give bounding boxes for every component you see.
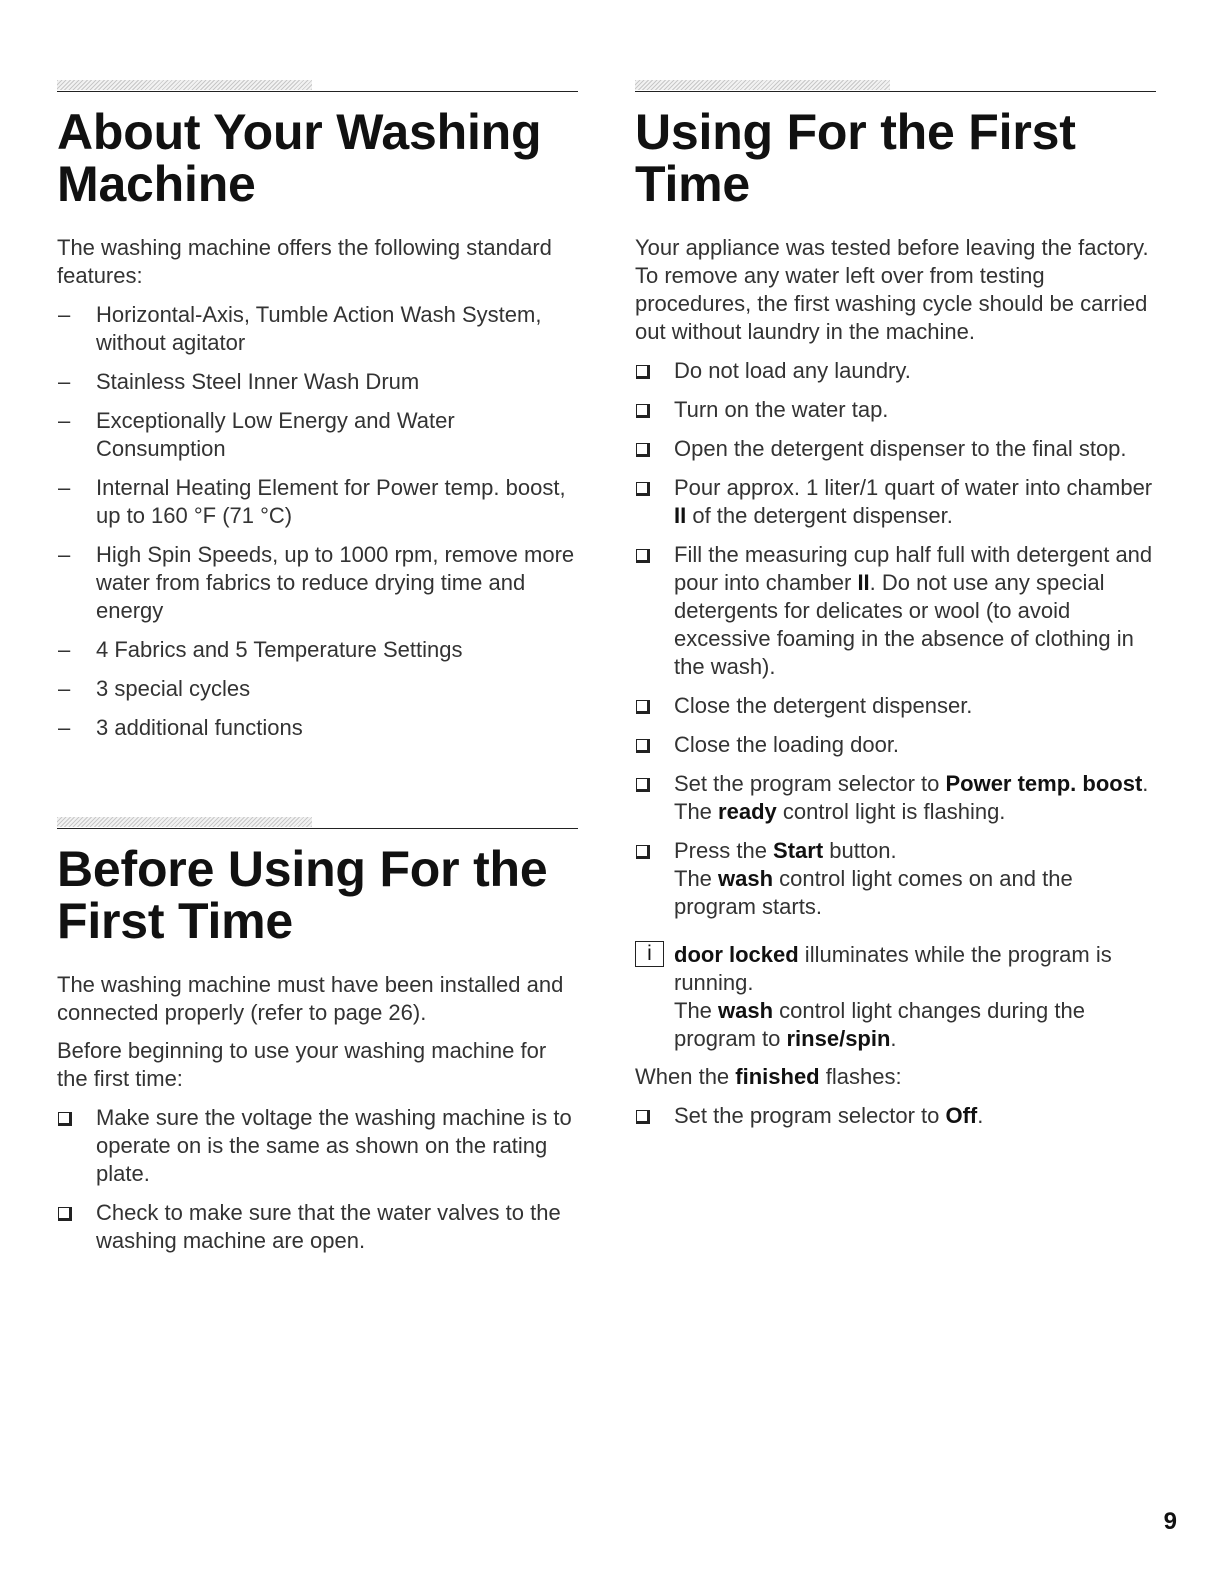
finished-steps [635, 1102, 1156, 1130]
checkbox-icon [636, 778, 650, 792]
checkbox-icon [636, 365, 650, 379]
checkbox-icon [636, 739, 650, 753]
before-para-1: The washing machine must have been installed and connected properly (refer to page 26). [57, 972, 564, 1025]
dash-bullet: – [58, 369, 71, 394]
checkbox-icon [636, 482, 650, 496]
page-number: 9 [1163, 1508, 1177, 1535]
before-section [57, 817, 578, 1266]
list-item: – Internal Heating Element for Power temp. boost, up to 160 °F (71 °C) [58, 475, 566, 528]
first-time-intro: Your appliance was tested before leaving the factory. To remove any water left over from testing procedures, the first washing cycle should be carried out without laundry in the machine. [635, 235, 1149, 344]
checkbox-icon [58, 1207, 72, 1221]
about-title: About Your Washing Machine [57, 104, 542, 212]
info-icon: i [635, 941, 664, 967]
list-item: Fill the measuring cup half full with detergent and pour into chamber II. Do not use any special detergents for delicates or wool (to avoid excessive foaming in the absence of clothing in the wash). [635, 541, 1156, 681]
list-item: – 4 Fabrics and 5 Temperature Settings [58, 637, 463, 662]
first-time-section [635, 80, 1156, 1141]
list-item: Pour approx. 1 liter/1 quart of water into chamber II of the detergent dispenser. [635, 474, 1156, 530]
dash-bullet: – [58, 542, 71, 567]
list-item: – Horizontal-Axis, Tumble Action Wash System, without agitator [58, 302, 542, 355]
section-rule [57, 817, 578, 829]
section-rule-shading [57, 80, 312, 90]
list-item: Set the program selector to Off. [635, 1102, 1156, 1130]
list-item: Check to make sure that the water valves to the washing machine are open. [57, 1199, 578, 1255]
checkbox-icon [636, 700, 650, 714]
dash-bullet: – [58, 302, 71, 327]
dash-bullet: – [58, 408, 71, 433]
about-intro: The washing machine offers the following standard features: [57, 235, 552, 288]
list-item: Open the detergent dispenser to the final stop. [635, 435, 1156, 463]
section-rule [635, 80, 1156, 92]
list-item: – High Spin Speeds, up to 1000 rpm, remove more water from fabrics to reduce drying time and energy [58, 542, 575, 623]
list-item: – 3 special cycles [58, 676, 251, 701]
list-item: Do not load any laundry. [635, 357, 1156, 385]
list-item: Close the detergent dispenser. [635, 692, 1156, 720]
before-para-2: Before beginning to use your washing machine for the first time: [57, 1038, 547, 1091]
dash-bullet: – [58, 637, 71, 662]
features-list [57, 301, 578, 742]
section-rule-shading [57, 817, 312, 827]
checkbox-icon [636, 443, 650, 457]
checkbox-icon [636, 1110, 650, 1124]
list-item: Set the program selector to Power temp. boost. The ready control light is flashing. [635, 770, 1156, 826]
checkbox-icon [636, 404, 650, 418]
list-item: Turn on the water tap. [635, 396, 1156, 424]
section-rule [57, 80, 578, 92]
dash-bullet: – [58, 676, 71, 701]
list-item: Make sure the voltage the washing machine is to operate on is the same as shown on the rating plate. [57, 1104, 578, 1188]
dash-bullet: – [58, 715, 71, 740]
before-title: Before Using For the First Time [57, 841, 548, 949]
list-item: Close the loading door. [635, 731, 1156, 759]
checkbox-icon [636, 549, 650, 563]
list-item: – Exceptionally Low Energy and Water Consumption [58, 408, 455, 461]
first-time-title: Using For the First Time [635, 104, 1076, 212]
first-time-steps [635, 357, 1156, 921]
dash-bullet: – [58, 475, 71, 500]
list-item: – 3 additional functions [58, 715, 303, 740]
finished-line: When the finished flashes: [635, 1064, 902, 1089]
info-note: i door locked illuminates while the program is running. The wash control light changes during the program to rinse/spin. [635, 941, 1156, 1053]
list-item: – Stainless Steel Inner Wash Drum [58, 369, 420, 394]
checkbox-icon [58, 1112, 72, 1126]
list-item: Press the Start button. The wash control light comes on and the program starts. [635, 837, 1156, 921]
checkbox-icon [636, 845, 650, 859]
about-section [57, 80, 578, 753]
before-steps [57, 1104, 578, 1255]
section-rule-shading [635, 80, 890, 90]
